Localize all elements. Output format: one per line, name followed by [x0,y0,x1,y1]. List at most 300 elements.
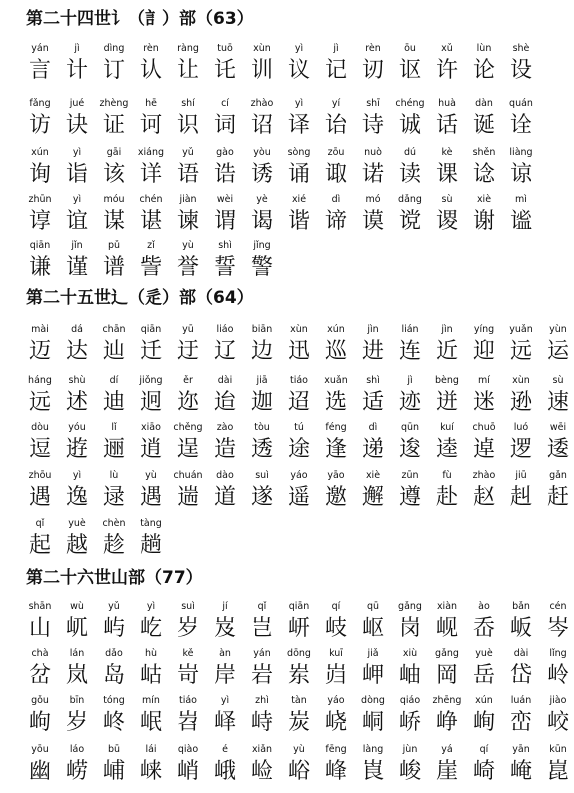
character-entry [209,742,241,786]
character-entry [24,742,56,786]
hanzi-character: 言 [28,58,51,83]
pinyin-label: dú [403,147,417,158]
pinyin-label: lùn [476,43,492,54]
hanzi-character: 访 [28,113,51,138]
hanzi-character: 峣 [324,710,347,735]
pinyin-label: yì [146,601,156,612]
hanzi-character: 岧 [176,710,199,735]
pinyin-label: rèn [365,43,381,54]
pinyin-label: yì [294,43,304,54]
hanzi-character: 谓 [213,209,236,234]
hanzi-character: 崖 [435,759,458,784]
character-entry [283,322,315,366]
character-entry [209,468,241,512]
hanzi-character: 岽 [287,663,310,688]
character-entry [505,96,537,140]
pinyin-label: jùn [402,744,418,755]
hanzi-character: 迸 [435,390,458,415]
hanzi-character: 岣 [28,710,51,735]
character-entry [542,420,574,464]
character-entry [431,646,463,690]
hanzi-character: 诵 [287,162,310,187]
pinyin-label: gǎng [398,601,422,612]
hanzi-character: 辽 [213,339,236,364]
pinyin-label: xuǎn [324,375,348,386]
hanzi-character: 邀 [324,485,347,510]
section-heading: 第二十六世山部（77） [26,568,203,588]
character-entry [61,322,93,366]
pinyin-label: dì [368,422,378,433]
hanzi-character: 谒 [250,209,273,234]
pinyin-label: yān [512,744,530,755]
pinyin-label: fēng [325,744,347,755]
character-entry [505,646,537,690]
pinyin-label: lián [401,324,419,335]
character-entry [431,192,463,236]
character-entry [24,420,56,464]
character-entry [320,646,352,690]
hanzi-character: 逍 [139,437,162,462]
pinyin-label: láo [69,744,85,755]
hanzi-character: 读 [398,162,421,187]
character-entry [172,742,204,786]
pinyin-label: pǔ [107,240,121,251]
hanzi-character: 峒 [361,710,384,735]
pinyin-label: qiáo [399,695,421,706]
hanzi-character: 赵 [472,485,495,510]
hanzi-character: 谆 [28,209,51,234]
pinyin-label: zào [216,422,234,433]
pinyin-label: qǐ [35,518,45,529]
pinyin-label: wèi [216,194,234,205]
hanzi-character: 赴 [435,485,458,510]
character-entry [246,646,278,690]
pinyin-label: sù [441,194,453,205]
hanzi-character: 崃 [139,759,162,784]
character-entry [468,599,500,643]
character-entry [283,96,315,140]
hanzi-character: 逯 [102,485,125,510]
hanzi-character: 该 [102,162,125,187]
pinyin-label: yuè [68,518,86,529]
character-entry [357,41,389,85]
pinyin-label: shì [218,240,232,251]
hanzi-character: 诀 [65,113,88,138]
hanzi-character: 邂 [361,485,384,510]
pinyin-label: luán [510,695,532,706]
character-entry [61,468,93,512]
character-entry [209,41,241,85]
character-entry [283,468,315,512]
hanzi-character: 逸 [65,485,88,510]
character-entry [394,693,426,737]
character-entry [98,192,130,236]
hanzi-character: 逵 [435,437,458,462]
character-entry [468,145,500,189]
hanzi-character: 峨 [213,759,236,784]
pinyin-label: biān [251,324,273,335]
pinyin-label: jì [74,43,80,54]
pinyin-label: qū [366,601,380,612]
hanzi-character: 遵 [398,485,421,510]
hanzi-character: 连 [398,339,421,364]
pinyin-label: liàng [509,147,533,158]
hanzi-character: 议 [287,58,310,83]
pinyin-label: dài [217,375,233,386]
character-entry [394,96,426,140]
section-heading: 第二十五世辶（辵）部（64） [26,288,254,308]
character-entry [172,468,204,512]
hanzi-character: 诚 [398,113,421,138]
pinyin-label: nuò [364,147,382,158]
pinyin-label: zhào [250,98,274,109]
pinyin-label: xiǎn [251,744,273,755]
character-entry [98,599,130,643]
character-entry [172,420,204,464]
pinyin-label: yì [220,695,230,706]
hanzi-character: 诗 [361,113,384,138]
hanzi-character: 递 [361,437,384,462]
character-entry [394,742,426,786]
character-entry [320,145,352,189]
pinyin-label: cén [549,601,567,612]
hanzi-character: 诒 [324,113,347,138]
character-entry [320,96,352,140]
pinyin-label: jì [333,43,339,54]
pinyin-label: bǎn [512,601,530,612]
character-entry [61,192,93,236]
character-entry [135,468,167,512]
hanzi-character: 谧 [509,209,532,234]
character-entry [135,516,167,560]
hanzi-character: 迦 [250,390,273,415]
pinyin-label: tuō [217,43,233,54]
pinyin-label: chèn [102,518,126,529]
hanzi-character: 迁 [139,339,162,364]
hanzi-character: 逦 [102,437,125,462]
character-entry [172,599,204,643]
hanzi-character: 炭 [287,710,310,735]
pinyin-label: jiǒng [139,375,163,386]
pinyin-label: féng [325,422,347,433]
hanzi-character: 许 [435,58,458,83]
pinyin-label: rèn [143,43,159,54]
pinyin-label: dài [513,648,529,659]
pinyin-label: yū [182,324,194,335]
pinyin-label: yán [31,43,49,54]
pinyin-label: xún [31,147,49,158]
character-entry [468,322,500,366]
character-entry [246,420,278,464]
hanzi-character: 谌 [139,209,162,234]
pinyin-label: yuǎn [509,324,533,335]
pinyin-label: sù [552,375,564,386]
hanzi-character: 计 [65,58,88,83]
character-entry [320,599,352,643]
pinyin-label: zhì [255,695,269,706]
pinyin-label: yǔ [182,147,194,158]
character-entry [283,192,315,236]
character-entry [24,96,56,140]
pinyin-label: yá [441,744,453,755]
character-entry [246,96,278,140]
character-entry [542,599,574,643]
character-entry [246,599,278,643]
pinyin-label: gào [216,147,234,158]
pinyin-label: jìn [367,324,379,335]
pinyin-label: mì [515,194,527,205]
hanzi-character: 迨 [213,390,236,415]
hanzi-character: 详 [139,162,162,187]
hanzi-character: 远 [28,390,51,415]
hanzi-character: 岖 [361,616,384,641]
hanzi-character: 誓 [213,255,236,280]
character-entry [98,420,130,464]
pinyin-label: chuō [472,422,496,433]
character-entry [505,693,537,737]
pinyin-label: yù [182,240,194,251]
hanzi-character: 记 [324,58,347,83]
character-entry [468,373,500,417]
hanzi-character: 崂 [65,759,88,784]
pinyin-label: dǎng [398,194,422,205]
pinyin-label: yíng [473,324,495,335]
hanzi-character: 峂 [102,710,125,735]
character-entry [172,373,204,417]
character-entry [394,373,426,417]
character-entry [209,192,241,236]
hanzi-character: 运 [546,339,569,364]
pinyin-label: yáo [290,470,308,481]
pinyin-label: lǐ [111,422,117,433]
hanzi-character: 屹 [139,616,162,641]
hanzi-character: 岔 [28,663,51,688]
hanzi-character: 岙 [472,616,495,641]
pinyin-label: qiān [288,601,310,612]
hanzi-character: 峰 [324,759,347,784]
character-entry [61,693,93,737]
hanzi-character: 山 [28,616,51,641]
hanzi-character: 岫 [398,663,421,688]
character-entry [468,41,500,85]
character-entry [61,145,93,189]
hanzi-character: 岗 [398,616,421,641]
character-entry [283,41,315,85]
character-entry [468,646,500,690]
character-entry [172,238,204,282]
hanzi-character: 趟 [139,533,162,558]
character-entry [24,192,56,236]
hanzi-character: 询 [28,162,51,187]
character-entry [135,373,167,417]
pinyin-label: yáo [327,695,345,706]
hanzi-character: 岅 [509,616,532,641]
pinyin-label: dàn [475,98,493,109]
hanzi-character: 峭 [176,759,199,784]
character-entry [320,742,352,786]
character-entry [209,238,241,282]
character-entry [98,96,130,140]
pinyin-label: yí [331,98,341,109]
character-entry [135,420,167,464]
pinyin-label: hē [145,98,157,109]
character-entry [320,192,352,236]
pinyin-label: qí [331,601,341,612]
hanzi-character: 岐 [324,616,347,641]
character-entry [542,742,574,786]
hanzi-character: 诱 [250,162,273,187]
pinyin-label: sòng [287,147,311,158]
hanzi-character: 谏 [176,209,199,234]
pinyin-label: kuī [329,648,343,659]
hanzi-character: 岛 [102,663,125,688]
character-entry [431,693,463,737]
pinyin-label: shān [28,601,52,612]
character-entry [61,646,93,690]
character-entry [61,373,93,417]
hanzi-character: 崦 [509,759,532,784]
character-entry [505,322,537,366]
pinyin-label: jiào [549,695,567,706]
pinyin-label: dòu [31,422,49,433]
hanzi-character: 遄 [176,485,199,510]
character-entry [320,41,352,85]
hanzi-character: 讱 [361,58,384,83]
character-entry [357,599,389,643]
hanzi-character: 谐 [287,209,310,234]
hanzi-character: 誉 [176,255,199,280]
pinyin-label: liáo [216,324,234,335]
pinyin-label: ěr [183,375,193,386]
character-entry [209,373,241,417]
hanzi-character: 岿 [324,663,347,688]
pinyin-label: xiè [476,194,492,205]
hanzi-character: 岱 [509,663,532,688]
hanzi-character: 诺 [361,162,384,187]
character-entry [209,599,241,643]
hanzi-character: 峙 [250,710,273,735]
character-entry [209,96,241,140]
pinyin-label: jǐng [253,240,271,251]
pinyin-label: luó [513,422,529,433]
hanzi-character: 订 [102,58,125,83]
hanzi-character: 证 [102,113,125,138]
character-entry [505,468,537,512]
pinyin-label: tóng [103,695,125,706]
pinyin-label: háng [28,375,52,386]
pinyin-label: dìng [103,43,125,54]
hanzi-character: 谢 [472,209,495,234]
hanzi-character: 岡 [435,663,458,688]
pinyin-label: yán [253,648,271,659]
pinyin-label: kě [182,648,194,659]
hanzi-character: 词 [213,113,236,138]
hanzi-character: 崑 [546,759,569,784]
hanzi-character: 赳 [509,485,532,510]
pinyin-label: xiè [365,470,381,481]
character-entry [135,742,167,786]
pinyin-label: chěng [173,422,203,433]
hanzi-character: 谦 [28,255,51,280]
character-entry [98,41,130,85]
character-entry [61,238,93,282]
pinyin-label: jiā [256,375,268,386]
hanzi-character: 屿 [102,616,125,641]
pinyin-label: mín [142,695,160,706]
character-entry [172,96,204,140]
character-entry [283,742,315,786]
character-entry [394,322,426,366]
pinyin-label: bū [107,744,121,755]
hanzi-character: 逰 [65,437,88,462]
pinyin-label: dì [331,194,341,205]
hanzi-character: 谡 [435,209,458,234]
pinyin-label: yòu [253,147,271,158]
pinyin-label: qiào [177,744,199,755]
pinyin-label: lù [109,470,119,481]
hanzi-character: 谟 [361,209,384,234]
character-entry [246,693,278,737]
hanzi-character: 迅 [287,339,310,364]
pinyin-label: dòng [361,695,385,706]
pinyin-label: fǎng [29,98,51,109]
hanzi-character: 訾 [139,255,162,280]
hanzi-character: 造 [213,437,236,462]
hanzi-character: 岭 [546,663,569,688]
character-entry [468,742,500,786]
character-entry [246,322,278,366]
character-entry [61,742,93,786]
pinyin-label: ōu [404,43,416,54]
pinyin-label: zhēng [432,695,462,706]
hanzi-character: 岑 [546,616,569,641]
character-entry [283,646,315,690]
hanzi-character: 逡 [398,437,421,462]
pinyin-label: zhūn [28,194,52,205]
hanzi-character: 边 [250,339,273,364]
character-entry [283,693,315,737]
hanzi-character: 谂 [472,162,495,187]
pinyin-label: kè [441,147,453,158]
pinyin-label: qiān [140,324,162,335]
character-entry [357,693,389,737]
character-entry [394,145,426,189]
character-entry [24,238,56,282]
hanzi-character: 警 [250,255,273,280]
pinyin-label: chà [31,648,49,659]
character-entry [98,238,130,282]
character-entry [542,646,574,690]
pinyin-label: xún [475,695,493,706]
character-entry [431,373,463,417]
pinyin-label: yì [72,194,82,205]
hanzi-character: 近 [435,339,458,364]
pinyin-label: xiáng [137,147,165,158]
pinyin-label: mí [478,375,490,386]
hanzi-character: 诠 [509,113,532,138]
character-entry [24,693,56,737]
hanzi-character: 遇 [139,485,162,510]
character-entry [135,145,167,189]
character-entry [357,96,389,140]
pinyin-label: àn [219,648,231,659]
character-entry [98,145,130,189]
character-entry [320,693,352,737]
character-entry [542,693,574,737]
pinyin-label: jiū [515,470,527,481]
hanzi-character: 让 [176,58,199,83]
character-entry [357,145,389,189]
